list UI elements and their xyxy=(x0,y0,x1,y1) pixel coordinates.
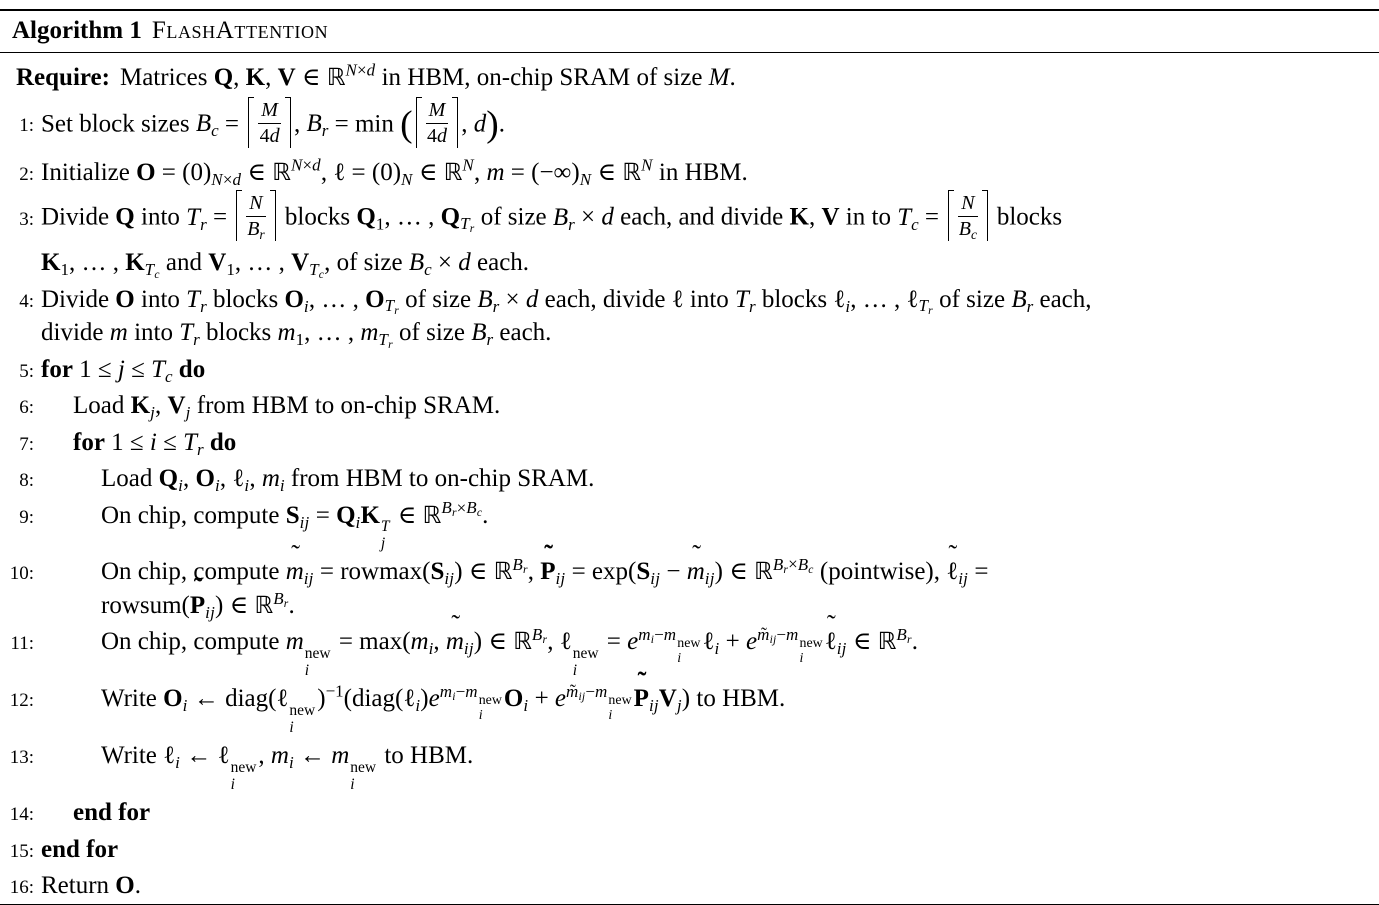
line-number: 2: xyxy=(19,163,34,185)
line-number: 13: xyxy=(9,747,34,769)
line-number: 12: xyxy=(9,690,34,712)
algo-line-2 xyxy=(4,154,1371,191)
line-content: On chip, compute $S_{ij} = Q_iK$ T j ∈ ℝ$^{B_r\times B_c}$. xyxy=(101,498,489,552)
line-number: 9: xyxy=(19,506,34,528)
line-content: Set block sizes $B_c$ = $\frac{M}{4d}$ , $B_r = \min$ ( $\frac{M}{4d}$ , d). xyxy=(41,98,506,147)
line-content: for $1 \le i \le T_r$ do xyxy=(73,428,237,459)
line-number: 16: xyxy=(9,877,34,899)
line-number: 8: xyxy=(19,470,34,491)
line-number: 15: xyxy=(9,840,34,862)
algo-line-11 xyxy=(4,624,1371,681)
line-content: On chip, compute m new i = $\max(m_i$, m $˜_{ij}$) ∈ ℝ$^{B_r}$, ℓ new i = $e^{m_i-m new i}$ ℓ$_i$ + $e^{m_{ij}-m new i}$ ℓ $˜_{ij}$ ∈ ℝ$^{B_r}$. xyxy=(41,625,1371,679)
line-number: 10: xyxy=(9,563,34,585)
require-label: Require: xyxy=(16,64,110,91)
algo-line-8 xyxy=(4,461,1371,498)
algo-line-12 xyxy=(4,681,1371,738)
algo-line-4 xyxy=(4,281,1371,351)
line-content: end for xyxy=(41,835,119,863)
line-number: 1: xyxy=(19,115,34,137)
algorithm-header xyxy=(0,11,1379,52)
line-content: Divide O into $T_r$ blocks $O_i$, … , $O_{T_r}$ of size $B_r \times d$ each, divide ℓ into $T_r$ blocks ℓ$_i$, … , ℓ$_{T_r}$ of size $B_r$ each, divide m into $T_r$ blocks $m_1$, … , $m_{T_r}$ of size $B_r$ each. xyxy=(41,285,1092,351)
algo-line-6 xyxy=(4,388,1371,425)
line-number: 4: xyxy=(19,290,34,312)
algo-line-9 xyxy=(4,497,1371,554)
line-content: for $1 \le j \le T_c$ do xyxy=(41,355,206,386)
algo-line-15 xyxy=(4,831,1371,868)
algo-line-3 xyxy=(4,191,1371,282)
algo-line-10 xyxy=(4,554,1371,624)
algo-line-16 xyxy=(4,868,1371,905)
require-line xyxy=(4,59,1371,97)
line-content: Return O. xyxy=(41,872,141,900)
line-content: Write $O_i$ ← diag(ℓ new i )$^{-1}(diag(\ell_i)e^{m_i-m new i}$ $O_i + e^{m_{ij}-m new i}$ P $˜_{ij}V_j$) to HBM. xyxy=(41,682,1371,736)
algo-line-7 xyxy=(4,424,1371,461)
line-number: 7: xyxy=(19,433,34,455)
line-number: 14: xyxy=(9,804,34,826)
require-text: Matrices Q, K, V ∈ ℝ$^{N\times d}$ in HBM, on-chip SRAM of size M. xyxy=(119,60,736,91)
line-content: Write ℓ$_i$ ← ℓ new i , $m_i$ ← m new i to HBM. xyxy=(101,742,474,793)
line-content: Initialize $O = (0)_{N\times d}$ ∈ ℝ$^{N\times d}$, ℓ = $(0)_N$ ∈ ℝ$^N$, $m = (-\infty)_N$ ∈ ℝ$^N$ in HBM. xyxy=(41,155,748,189)
line-content: Load $Q_i$, $O_i$, ℓ$_i$, $m_i$ from HBM to on-chip SRAM. xyxy=(101,465,595,495)
line-content: Divide Q into $T_r$ = $\frac{N}{B_r}$ blocks $Q_1$, … , $Q_{T_r}$ of size $B_r \times d$ each, and divide K, V in to $T_c$ = $\frac{N}{B_c}$ blocks $K_1$, … , $K_{T_c}$ and $V_1$, … , $V_{T_c}$, of size $B_c \times d$ each. xyxy=(41,192,1063,281)
algo-line-1 xyxy=(4,97,1371,154)
algorithm-steps xyxy=(4,97,1371,904)
line-number: 6: xyxy=(19,397,34,418)
algorithm-label: Algorithm 1 xyxy=(12,17,142,44)
algo-line-13 xyxy=(4,738,1371,795)
line-content: On chip, compute m $˜_{ij} = rowmax(S_{ij})$ ∈ ℝ$^{B_r}$, P $˜_{ij} = \exp(S_{ij} - m$ $˜_{ij}$) ∈ ℝ$^{B_r\times B_c}$ (pointwise), ℓ $˜_{ij}$ = rowsum(P $˜_{ij}$) ∈ ℝ$^{B_r}$. xyxy=(41,555,1371,622)
line-content: Load $K_j$, $V_j$ from HBM to on-chip SRAM. xyxy=(73,392,501,422)
line-number: 5: xyxy=(19,360,34,382)
algorithm-title: FlashAttention xyxy=(151,17,329,44)
algo-line-14 xyxy=(4,795,1371,832)
algorithm-body xyxy=(0,53,1379,904)
line-number: 11: xyxy=(10,633,34,655)
line-number: 3: xyxy=(19,208,34,230)
algo-line-5 xyxy=(4,351,1371,388)
line-content: end for xyxy=(73,799,151,827)
